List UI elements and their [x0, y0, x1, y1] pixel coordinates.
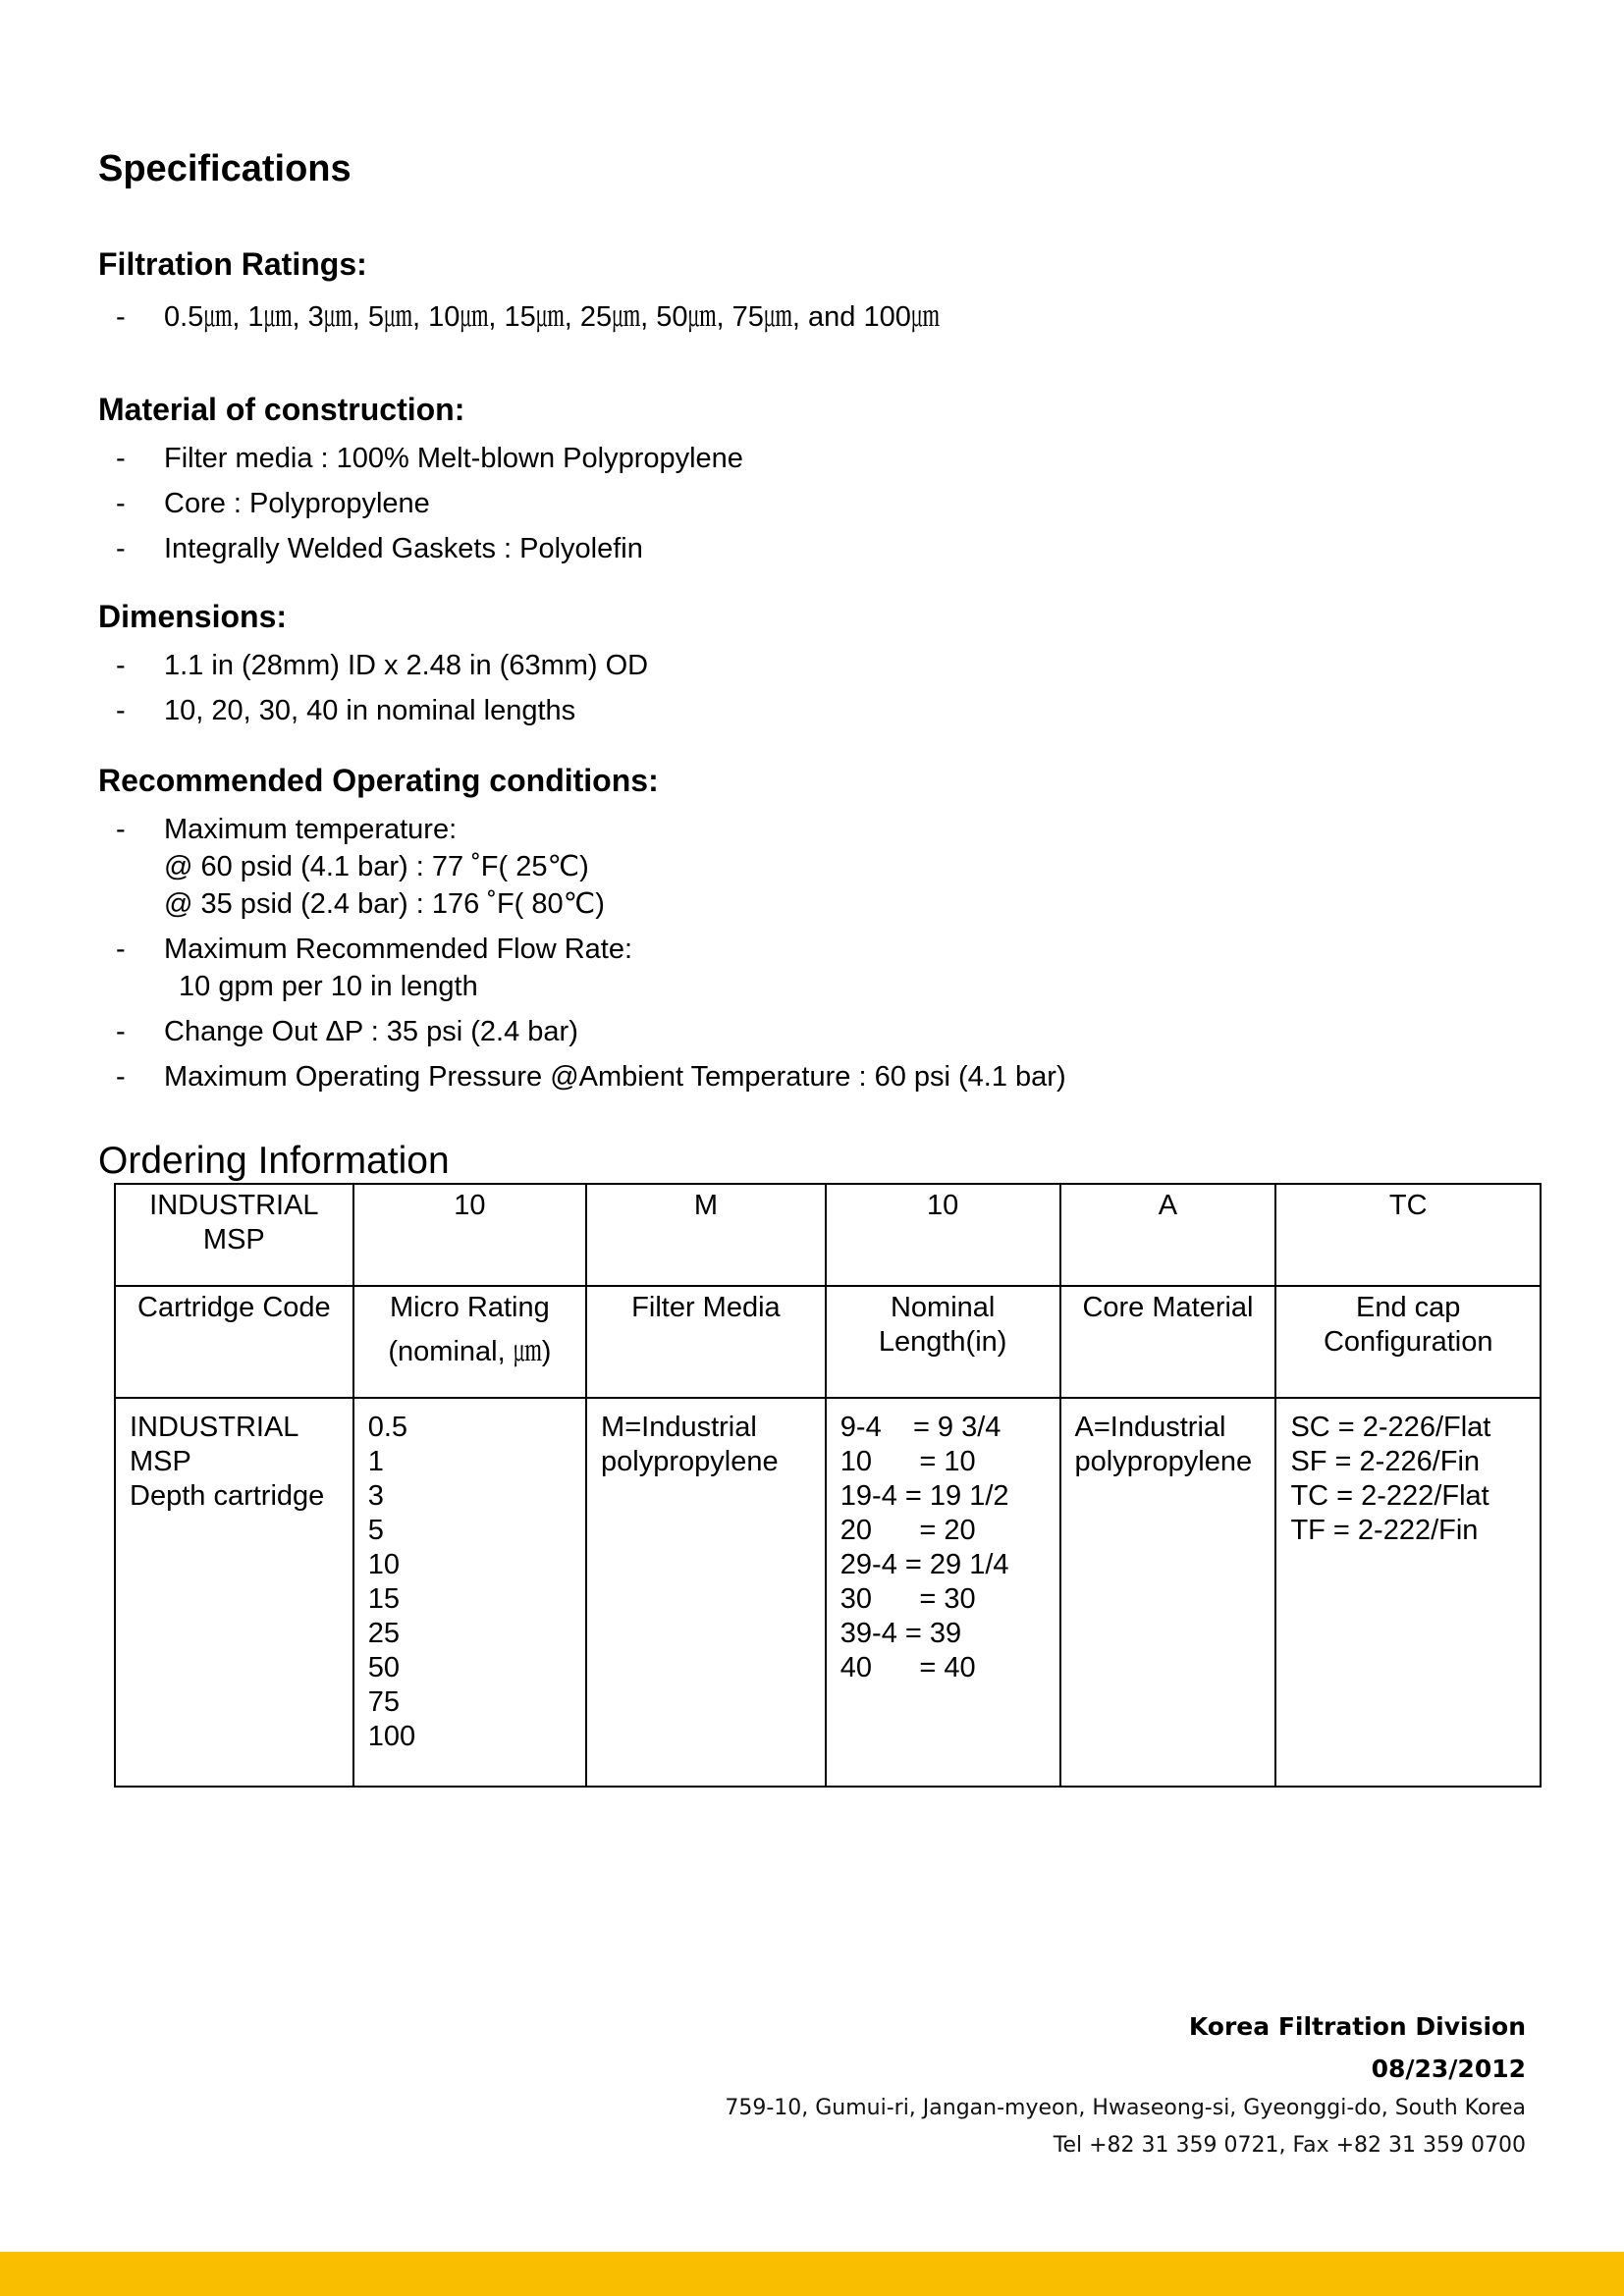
flow-rate-label: - Maximum Recommended Flow Rate: — [164, 934, 633, 966]
options-row — [115, 1398, 1541, 1787]
example-endcap-cell: TC — [1275, 1184, 1541, 1286]
example-core-cell: A — [1060, 1184, 1276, 1286]
filtration-heading: Filtration Ratings: — [98, 246, 367, 282]
header-core-material: Core Material — [1060, 1286, 1276, 1398]
dimensions-heading: Dimensions: — [98, 599, 288, 634]
header-micro-rating-line1: Micro Rating — [389, 1292, 550, 1323]
ordering-heading: Ordering Information — [98, 1140, 450, 1182]
operating-list — [98, 811, 1522, 1095]
max-temperature-35psid: @ 35 psid (2.4 bar) : 176 ˚F( 80℃) — [164, 888, 605, 921]
material-list — [98, 440, 1522, 567]
material-item: - Integrally Welded Gaskets : Polyolefin — [98, 530, 1522, 567]
dimensions-section — [98, 598, 1522, 737]
footer — [725, 2005, 1526, 2164]
example-media-cell: M — [586, 1184, 826, 1286]
dimensions-item: - 10, 20, 30, 40 in nominal lengths — [98, 692, 1522, 729]
flow-rate-item — [98, 931, 1522, 1005]
header-nominal-length: Nominal Length(in) — [826, 1286, 1060, 1398]
example-cartridge-cell: INDUSTRIAL MSP — [115, 1184, 353, 1286]
material-heading: Material of construction: — [98, 392, 465, 427]
max-temperature-60psid: @ 60 psid (4.1 bar) : 77 ˚F( 25℃) — [164, 851, 589, 883]
media-options-cell: M=Industrial polypropylene — [586, 1398, 826, 1787]
length-options-cell: 9-4 = 9 3/4 10 = 10 19-4 = 19 1/2 20 = 20 29-4 = 29 1/4 30 = 30 39-4 = 39 40 = 40 — [826, 1398, 1060, 1787]
cartridge-options-cell: INDUSTRIAL MSP Depth cartridge — [115, 1398, 353, 1787]
dimensions-item: - 1.1 in (28mm) ID x 2.48 in (63mm) OD — [98, 647, 1522, 684]
max-temperature-label: - Maximum temperature: — [164, 814, 458, 846]
endcap-options-cell: SC = 2-226/Flat SF = 2-226/Fin TC = 2-222/Flat TF = 2-222/Fin — [1275, 1398, 1541, 1787]
footer-division: Korea Filtration Division — [1188, 2012, 1526, 2041]
flow-rate-value: 10 gpm per 10 in length — [179, 971, 478, 1003]
filtration-section — [98, 245, 1522, 344]
page-title: Specifications — [98, 148, 352, 189]
footer-date: 08/23/2012 — [1371, 2055, 1526, 2083]
header-end-cap: End cap Configuration — [1275, 1286, 1541, 1398]
material-item: - Core : Polypropylene — [98, 485, 1522, 522]
header-filter-media: Filter Media — [586, 1286, 826, 1398]
operating-heading: Recommended Operating conditions: — [98, 763, 659, 798]
example-length-cell: 10 — [826, 1184, 1060, 1286]
max-temperature-item — [98, 811, 1522, 923]
material-item: - Filter media : 100% Melt-blown Polypropylene — [98, 440, 1522, 477]
rating-options-cell: 0.5 1 3 5 10 15 25 50 75 100 — [353, 1398, 586, 1787]
footer-address: 759-10, Gumui-ri, Jangan-myeon, Hwaseong-si, Gyeonggi-do, South Korea — [725, 2096, 1526, 2120]
ordering-table — [114, 1183, 1542, 1788]
example-rating-cell: 10 — [353, 1184, 586, 1286]
operating-section — [98, 762, 1522, 1103]
header-micro-rating — [353, 1286, 586, 1398]
max-pressure-item: - Maximum Operating Pressure @Ambient Temperature : 60 psi (4.1 bar) — [98, 1058, 1522, 1095]
example-code-row — [115, 1184, 1541, 1286]
header-row — [115, 1286, 1541, 1398]
change-out-item: - Change Out ΔP : 35 psi (2.4 bar) — [98, 1013, 1522, 1050]
material-section — [98, 391, 1522, 575]
filtration-item: - 0.5㎛, 1㎛, 3㎛, 5㎛, 10㎛, 15㎛, 25㎛, 50㎛, 75㎛, and 100㎛ — [98, 298, 1522, 336]
filtration-list — [98, 298, 1522, 336]
dimensions-list — [98, 647, 1522, 729]
core-options-cell: A=Industrial polypropylene — [1060, 1398, 1276, 1787]
header-cartridge-code: Cartridge Code — [115, 1286, 353, 1398]
accent-bar — [0, 2252, 1624, 2296]
header-micro-rating-line2: (nominal, ㎛) — [388, 1336, 552, 1367]
footer-contact: Tel +82 31 359 0721, Fax +82 31 359 0700 — [1053, 2133, 1526, 2158]
